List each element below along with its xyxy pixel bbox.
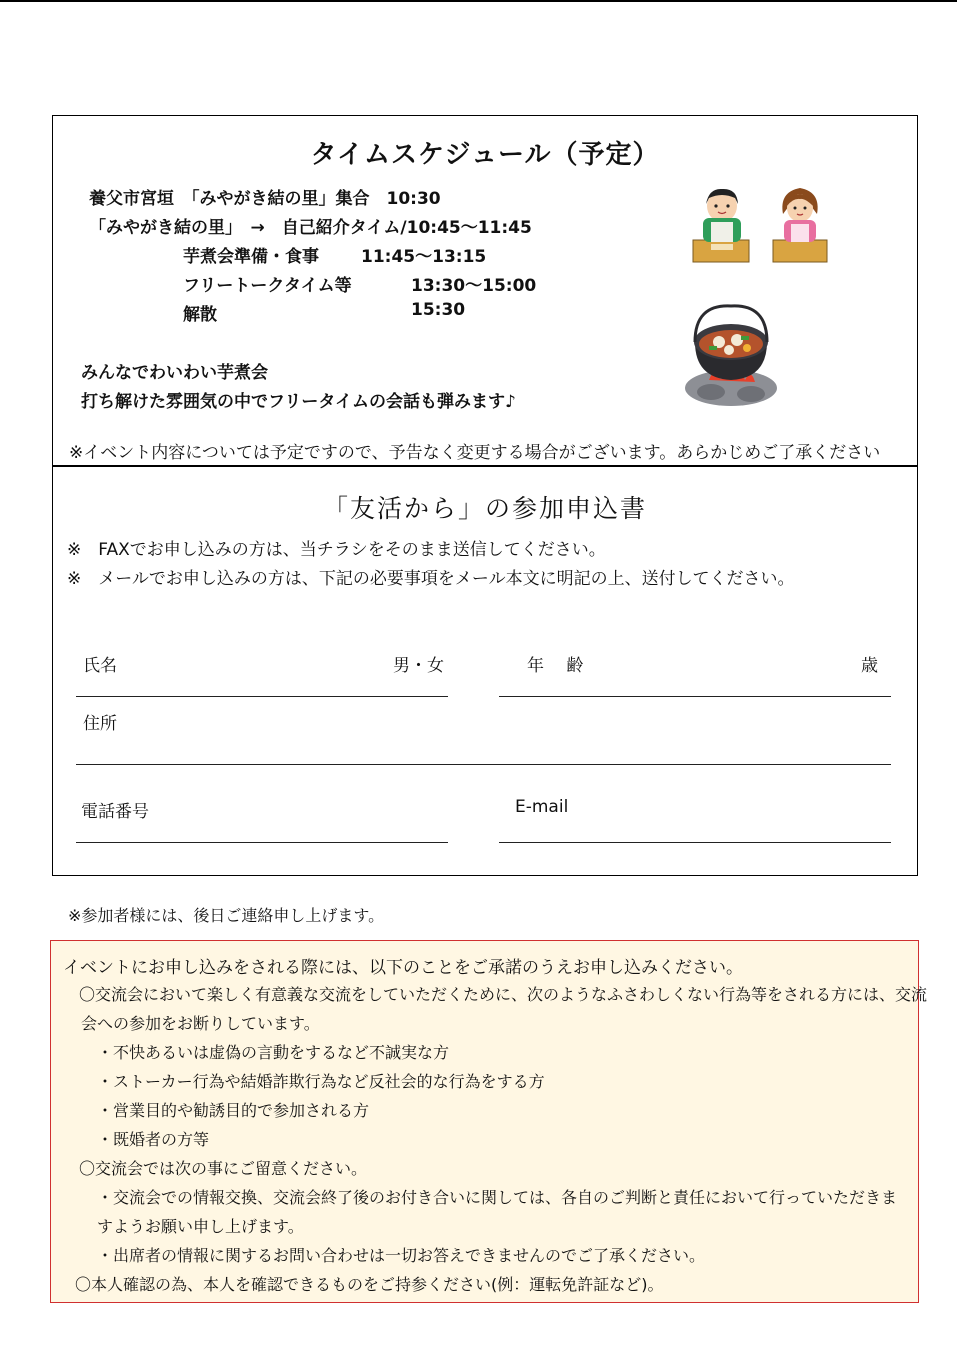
conditions-p2: 〇交流会では次の事にご留意ください。: [79, 1159, 368, 1178]
schedule-line-cooking-time: 11:45～13:15: [361, 247, 487, 267]
schedule-line-cooking-label: 芋煮会準備・食事: [183, 247, 319, 267]
age-unit-label: 歳: [861, 656, 878, 676]
catchphrase-2: 打ち解けた雰囲気の中でフリータイムの会話も弾みます♪: [81, 392, 516, 412]
schedule-line-dismiss-label: 解散: [183, 305, 217, 325]
conditions-bullet-3: ・営業目的や勧誘目的で参加される方: [97, 1101, 370, 1120]
address-field-line[interactable]: [76, 764, 891, 765]
schedule-title: タイムスケジュール（予定）: [310, 140, 660, 170]
schedule-line-freetalk-label: フリートークタイム等: [183, 276, 352, 296]
conditions-bullet-5-line2: すようお願い申し上げます。: [97, 1217, 304, 1236]
conditions-bullet-4: ・既婚者の方等: [97, 1130, 210, 1149]
address-label: 住所: [83, 714, 117, 734]
man-cooking-icon: [691, 184, 753, 266]
schedule-line-dismiss-time: 15:30: [411, 300, 466, 320]
conditions-p1-line1: 〇交流会において楽しく有意義な交流をしていただくために、次のようなふさわしくない行為等をされる方には、交流: [79, 985, 928, 1004]
contact-notice: ※参加者様には、後日ご連絡申し上げます。: [68, 906, 385, 925]
conditions-lead: イベントにお申し込みをされる際には、以下のことをご承諾のうえお申し込みください。: [63, 958, 743, 978]
schedule-line-meeting: 養父市宮垣 「みやがき結の里」集合 10:30: [89, 189, 441, 209]
phone-label: 電話番号: [81, 802, 149, 822]
conditions-p3: 〇本人確認の為、本人を確認できるものをご持参ください(例：運転免許証など)。: [75, 1275, 664, 1294]
email-instruction: ※ メールでお申し込みの方は、下記の必要事項をメール本文に明記の上、送付してください。: [67, 569, 795, 589]
name-label: 氏名: [83, 656, 117, 676]
fax-instruction: ※ FAXでお申し込みの方は、当チラシをそのまま送信してください。: [67, 540, 606, 560]
age-field-line[interactable]: [499, 696, 891, 697]
email-field-line[interactable]: [499, 842, 891, 843]
conditions-p1-line2: 会への参加をお断りしています。: [81, 1014, 320, 1033]
top-border-line: [0, 0, 957, 2]
email-label: E-mail: [515, 797, 569, 817]
name-field-line[interactable]: [76, 696, 448, 697]
age-label: 年 齢: [527, 656, 584, 676]
application-form-box: [52, 466, 918, 876]
schedule-line-freetalk-time: 13:30～15:00: [411, 276, 537, 296]
conditions-box: [50, 940, 928, 1303]
conditions-bullet-2: ・ストーカー行為や結婚詐欺行為など反社会的な行為をする方: [97, 1072, 545, 1091]
phone-field-line[interactable]: [76, 842, 448, 843]
catchphrase-1: みんなでわいわい芋煮会: [81, 363, 268, 383]
schedule-box: [52, 115, 918, 466]
schedule-line-intro: 「みやがき結の里」 → 自己紹介タイム/10:45～11:45: [89, 218, 532, 238]
conditions-bullet-6: ・出席者の情報に関するお問い合わせは一切お答えできませんのでご了承ください。: [97, 1246, 706, 1265]
conditions-bullet-1: ・不快あるいは虚偽の言動をするなど不誠実な方: [97, 1043, 450, 1062]
imoni-pot-icon: [681, 302, 781, 410]
schedule-disclaimer: ※イベント内容については予定ですので、予告なく変更する場合がございます。あらかじめご了承ください: [69, 443, 881, 463]
gender-label: 男・女: [393, 656, 444, 676]
woman-cooking-icon: [771, 184, 829, 266]
conditions-bullet-5-line1: ・交流会での情報交換、交流会終了後のお付き合いに関しては、各自のご判断と責任において行っていただきま: [97, 1188, 898, 1207]
form-title: 「友活から」の参加申込書: [322, 494, 647, 523]
